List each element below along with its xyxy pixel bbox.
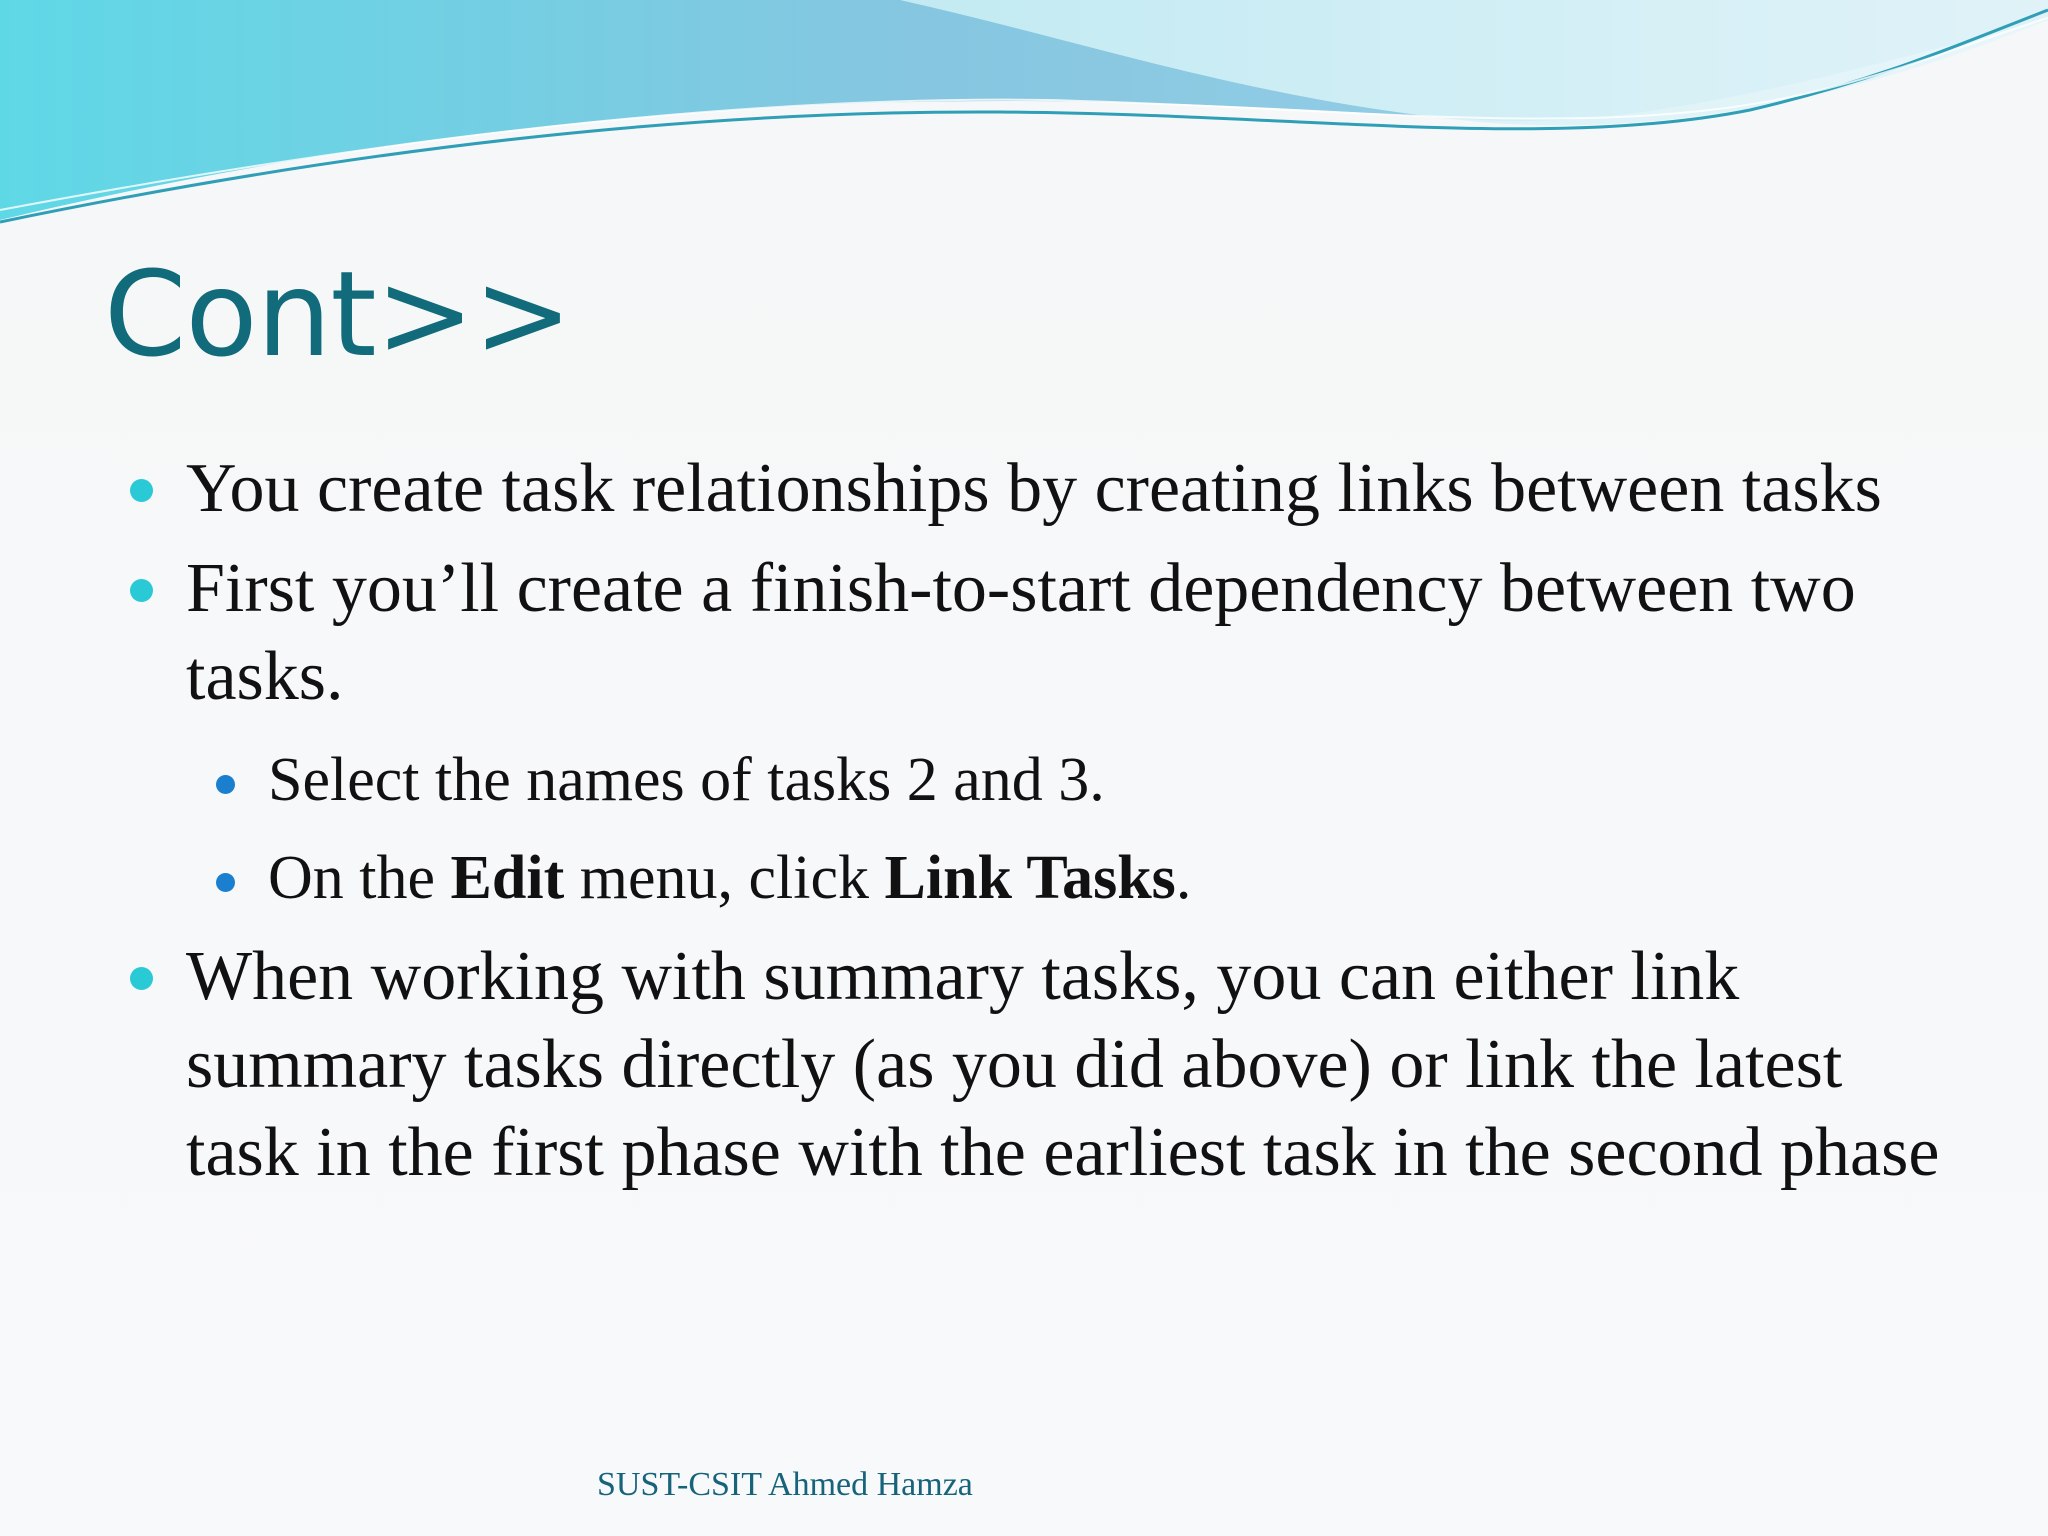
circle-bullet-icon <box>216 775 235 794</box>
circle-bullet-icon <box>216 873 235 892</box>
sub-bullet-text-mid: menu, click <box>564 844 885 912</box>
slide-title: Cont>> <box>104 245 572 383</box>
sub-bullet-item <box>128 829 1948 927</box>
circle-bullet-icon <box>130 579 153 602</box>
bullet-item <box>128 545 1948 721</box>
header-wave-decoration <box>0 0 2048 240</box>
bullet-text: First you’ll create a finish-to-start dependency between two tasks. <box>186 550 1856 715</box>
bullet-item <box>128 445 1948 533</box>
sub-bullet-text-post: . <box>1175 844 1192 912</box>
sub-bullet-text: Select the names of tasks 2 and 3. <box>268 746 1105 814</box>
circle-bullet-icon <box>130 967 153 990</box>
bullet-text: When working with summary tasks, you can either link summary tasks directly (as you did above) or link the latest task in the first phase with the earliest task in the second phase <box>186 938 1940 1191</box>
circle-bullet-icon <box>130 479 153 502</box>
edit-menu-label: Edit <box>450 844 565 912</box>
bullet-text: You create task relationships by creating links between tasks <box>186 450 1882 527</box>
bullet-item <box>128 933 1948 1197</box>
link-tasks-label: Link Tasks <box>884 844 1176 912</box>
sub-bullet-text-pre: On the <box>268 844 451 912</box>
slide-footer: SUST-CSIT Ahmed Hamza <box>597 1466 973 1503</box>
sub-bullet-list <box>128 731 1948 927</box>
sub-bullet-item <box>128 731 1948 829</box>
slide-content <box>128 445 1948 1209</box>
